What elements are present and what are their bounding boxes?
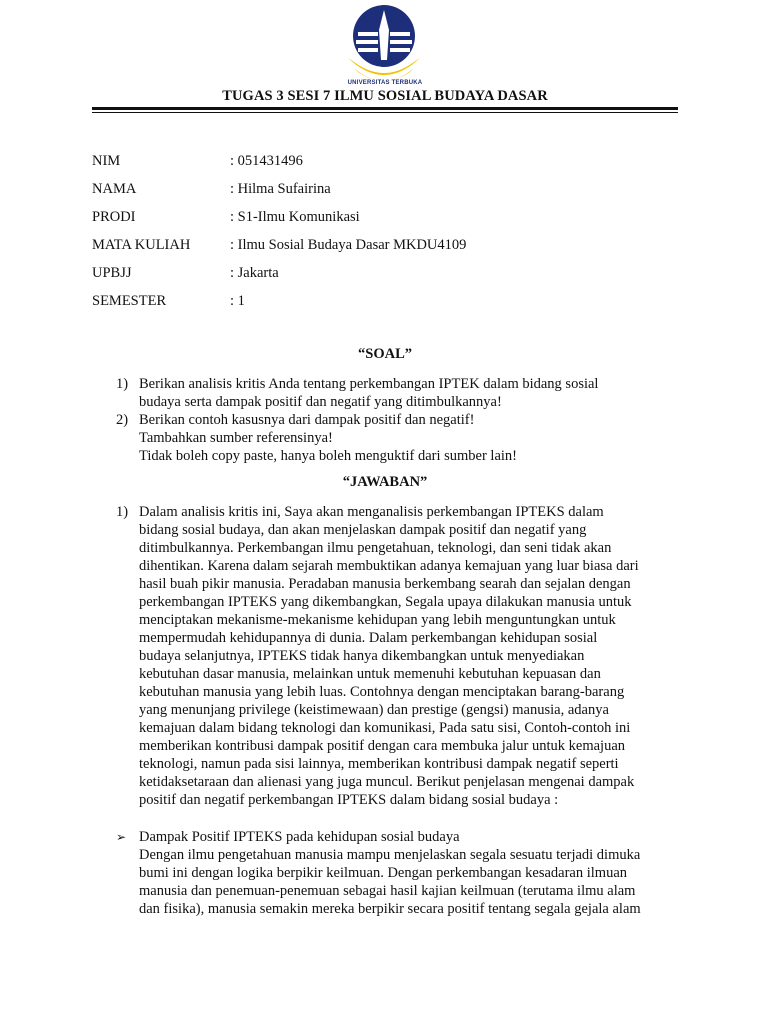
info-label: UPBJJ <box>92 265 132 281</box>
info-value: : Jakarta <box>230 265 279 281</box>
info-value: : 1 <box>230 293 245 309</box>
info-row-nim <box>92 150 652 178</box>
info-value: : S1-Ilmu Komunikasi <box>230 209 360 225</box>
info-label: MATA KULIAH <box>92 237 191 253</box>
bullet-paragraph: Dengan ilmu pengetahuan manusia mampu menjelaskan segala sesuatu terjadi dimuka bumi ini dengan logika berpikir keilmuan. Dengan perkembangan kesadaran ilmuan manusia dan penemuan-penemuan sebagai hasil kajian keilmuan (terutama ilmu alam dan fisika), manusia semakin mereka berpikir secara positif tentang segala gejala alam <box>139 847 641 917</box>
student-info <box>92 150 652 318</box>
info-label: NIM <box>92 153 121 169</box>
title-rule-thin <box>92 112 678 113</box>
title-rule-thick <box>92 107 678 110</box>
info-row-upbjj <box>92 262 652 290</box>
info-row-prodi <box>92 206 652 234</box>
item-text: Dalam analisis kritis ini, Saya akan menganalisis perkembangan IPTEKS dalam bidang sosial budaya, dan akan menjelaskan dampak positif dan negatif yang ditimbulkannya. Perkembangan ilmu pengetahuan, teknologi, dan seni tidak akan dihentikan. Karena dalam sejarah membuktikan adanya kemajuan yang luar biasa dari hasil buah pikir manusia. Peradaban manusia berkembang searah dan sejalan dengan perkembangan IPTEKS yang dikembangkan, Segala upaya dilakukan manusia untuk menciptakan mekanisme-mekanisme kehidupan yang lebih menguntungkan untuk mempermudah kehidupannya di dunia. Dalam perkembangan kehidupan sosial budaya selanjutnya, IPTEKS tidak hanya dikembangkan untuk menyediakan kebutuhan dasar manusia, melainkan untuk memenuhi kebutuhan kepuasan dan kebutuhan manusia yang lebih luas. Contohnya dengan menciptakan barang-barang yang menunjang privilege (keistimewaan) dan prestige (gengsi) manusia, adanya kemajuan dalam bidang teknologi dan komunikasi, Pada satu sisi, Contoh-contoh ini memberikan kontribusi dampak positif dengan cara membuka jalur untuk kemajuan teknologi, namun pada sisi lainnya, memberikan kontribusi dampak negatif seperti ketidaksetaraan dan alienasi yang juga muncul. Berikut penjelasan mengenai dampak positif dan negatif perkembangan IPTEKS dalam bidang sosial budaya : <box>139 504 639 808</box>
info-row-mata-kuliah <box>92 234 652 262</box>
item-text: Berikan analisis kritis Anda tentang perkembangan IPTEK dalam bidang sosial budaya serta dampak positif dan negatif yang ditimbulkannya! <box>139 376 599 410</box>
bullet-title: Dampak Positif IPTEKS pada kehidupan sosial budaya <box>139 829 460 845</box>
info-value: : Hilma Sufairina <box>230 181 331 197</box>
info-row-semester <box>92 290 652 318</box>
universitas-terbuka-logo <box>334 2 434 90</box>
item-number: 1) <box>116 376 129 392</box>
soal-list <box>92 375 678 465</box>
dampak-positif-section <box>92 828 682 918</box>
item-number: 2) <box>116 412 129 428</box>
soal-item <box>92 411 678 465</box>
jawaban-list <box>92 503 678 809</box>
bullet-body <box>139 828 682 918</box>
info-value: : Ilmu Sosial Budaya Dasar MKDU4109 <box>230 237 467 253</box>
document-title: TUGAS 3 SESI 7 ILMU SOSIAL BUDAYA DASAR <box>222 88 548 104</box>
jawaban-heading: “JAWABAN” <box>342 474 428 490</box>
logo-caption: UNIVERSITAS TERBUKA <box>347 80 423 86</box>
jawaban-item <box>92 503 678 809</box>
info-label: SEMESTER <box>92 293 167 309</box>
item-text: Berikan contoh kasusnya dari dampak positif dan negatif! Tambahkan sumber referensinya! Tidak boleh copy paste, hanya boleh menguktif dari sumber lain! <box>139 412 517 464</box>
info-row-nama <box>92 178 652 206</box>
soal-heading: “SOAL” <box>358 346 412 362</box>
item-number: 1) <box>116 504 129 520</box>
info-label: NAMA <box>92 181 137 197</box>
info-label: PRODI <box>92 209 136 225</box>
info-value: : 051431496 <box>230 153 303 169</box>
soal-item <box>92 375 678 411</box>
arrow-bullet-icon: ➢ <box>116 830 127 844</box>
